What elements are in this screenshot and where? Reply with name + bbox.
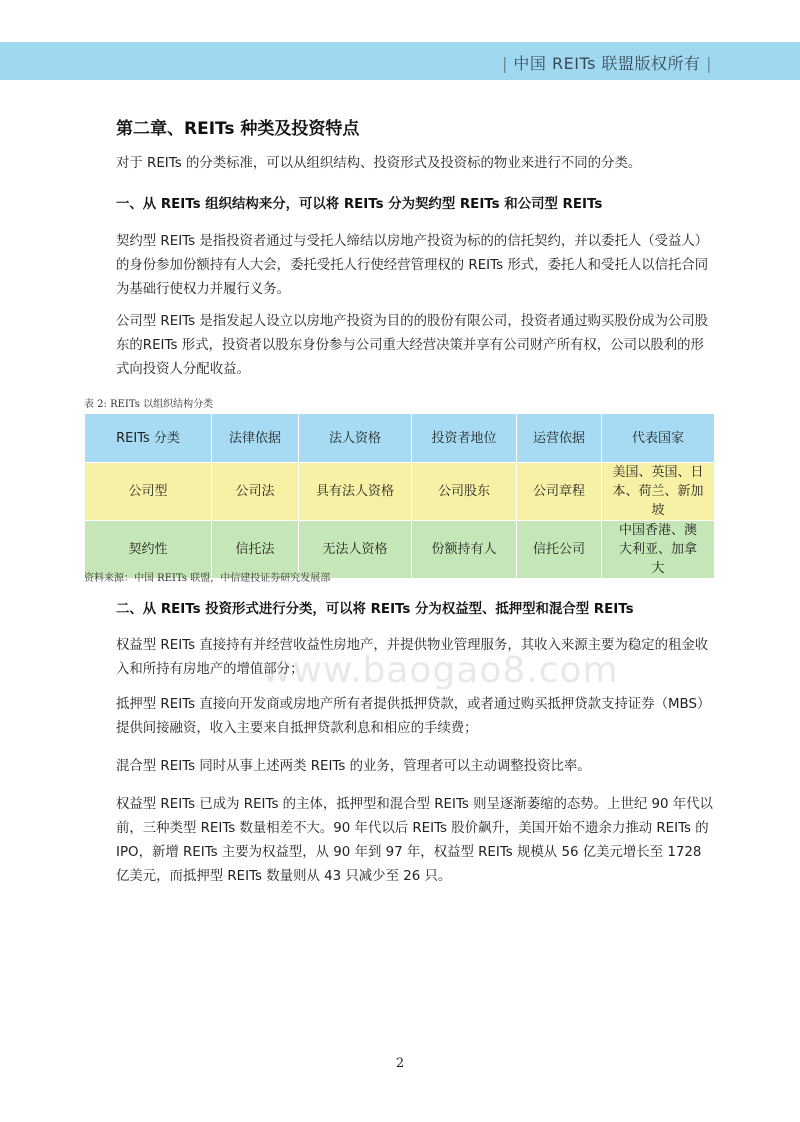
section2-paragraph-3: 混合型 REITs 同时从事上述两类 REITs 的业务，管理者可以主动调整投资比率。 xyxy=(116,759,591,774)
table-header-row xyxy=(85,414,715,463)
table-cell: 份额持有人 xyxy=(412,521,517,579)
table-header-cell: 法人资格 xyxy=(299,414,412,463)
page-number: 2 xyxy=(395,1056,405,1071)
section1-paragraph-2: 公司型 REITs 是指发起人设立以房地产投资为目的的股份有限公司，投资者通过购买股份成为公司股东的REITs 形式，投资者以股东身份参与公司重大经营决策并享有公司财产所有权，公司以股利的形式向投资人分配收益。 xyxy=(116,314,709,377)
header-title-block xyxy=(502,51,712,74)
table-header-cell: 投资者地位 xyxy=(412,414,517,463)
table-cell: 公司型 xyxy=(85,463,212,521)
table-cell: 具有法人资格 xyxy=(299,463,412,521)
section2-paragraph-1: 权益型 REITs 直接持有并经营收益性房地产，并提供物业管理服务，其收入来源主要为稳定的租金收入和所持有房地产的增值部分； xyxy=(116,638,709,677)
table-header-cell: 代表国家 xyxy=(602,414,715,463)
chapter-title: 第二章、REITs 种类及投资特点 xyxy=(116,119,360,139)
table-cell: 公司股东 xyxy=(412,463,517,521)
table-caption: 表 2: REITs 以组织结构分类 xyxy=(84,399,214,410)
header-separator-left: | xyxy=(501,54,508,73)
table-cell: 中国香港、澳大利亚、加拿大 xyxy=(602,521,715,579)
section1-heading: 一、从 REITs 组织结构来分，可以将 REITs 分为契约型 REITs 和公司型 REITs xyxy=(116,197,603,212)
table-cell: 美国、英国、日本、荷兰、新加坡 xyxy=(602,463,715,521)
table-cell: 无法人资格 xyxy=(299,521,412,579)
table-header-cell: 运营依据 xyxy=(517,414,602,463)
section2-paragraph-4: 权益型 REITs 已成为 REITs 的主体，抵押型和混合型 REITs 则呈逐渐萎缩的态势。上世纪 90 年代以前，三种类型 REITs 数量相差不大。90 年代以后 REITs 股价飙升，美国开始不遗余力推动 REITs 的 IPO，新增 REITs 主要为权益型，从 90 年到 97 年，权益型 REITs 规模从 56 亿美元增长至 1728 亿美元，而抵押型 REITs 数量则从 43 只减少至 26 只。 xyxy=(116,797,713,884)
table-cell: 公司章程 xyxy=(517,463,602,521)
table-header-cell: REITs 分类 xyxy=(85,414,212,463)
table-row xyxy=(85,463,715,521)
header-title: 中国 REITs 联盟版权所有 xyxy=(513,54,701,73)
header-bar xyxy=(0,42,800,80)
section2-paragraph-2: 抵押型 REITs 直接向开发商或房地产所有者提供抵押贷款，或者通过购买抵押贷款支持证券（MBS）提供间接融资，收入主要来自抵押贷款利息和相应的手续费； xyxy=(116,697,711,736)
watermark: www.baogao8.com xyxy=(262,650,619,691)
section1-paragraph-1: 契约型 REITs 是指投资者通过与受托人缔结以房地产投资为标的的信托契约，并以委托人（受益人）的身份参加份额持有人大会，委托受托人行使经营管理权的 REITs 形式，委托人和受托人以信托合同为基础行使权力并履行义务。 xyxy=(116,234,709,297)
table-header-cell: 法律依据 xyxy=(212,414,299,463)
table-cell: 公司法 xyxy=(212,463,299,521)
header-separator-right: | xyxy=(706,54,712,73)
table-cell: 信托公司 xyxy=(517,521,602,579)
reits-classification-table xyxy=(84,413,715,579)
table-cell: 契约性 xyxy=(85,521,212,579)
section2-heading: 二、从 REITs 投资形式进行分类，可以将 REITs 分为权益型、抵押型和混合型 REITs xyxy=(116,602,634,617)
table-source: 资料来源：中国 REITs 联盟，中信建投证券研究发展部 xyxy=(84,573,331,584)
intro-paragraph: 对于 REITs 的分类标准，可以从组织结构、投资形式及投资标的物业来进行不同的分类。 xyxy=(116,156,642,171)
table-cell: 信托法 xyxy=(212,521,299,579)
